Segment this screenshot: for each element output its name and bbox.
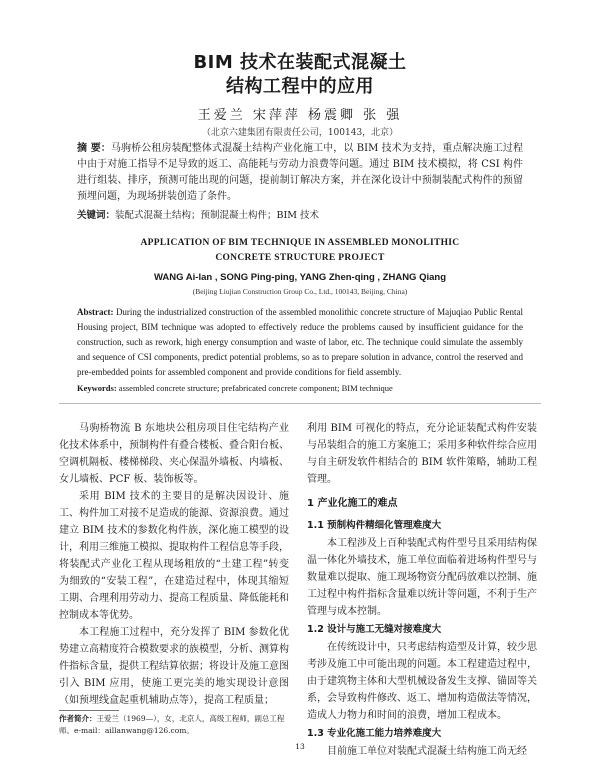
paper-title-line-2: 结构工程中的应用 <box>226 76 374 97</box>
authors-cn: 王爱兰 宋萍萍 杨震卿 张 强 <box>197 108 403 123</box>
abstract-en-text: During the industrialized construction of the assembled monolithic concrete structure of Majuqiao Public Rental Housing project, BIM technique was adopted to effectively reduce the problems caused by insufficient guidance for the construction, such as rework, high energy consumption and waste of labor, etc. The technique could simulate the assembly and sequence of CSI components, predict potential problems, so as to prepare solution in advance, control the reserved and pre-embedded points for assembled component and provide conditions for field assembly. <box>77 307 523 377</box>
affiliation-en: (Beijing Liujian Construction Group Co., Ltd., 100143, Beijing, China) <box>192 287 408 296</box>
body-paragraph: 采用 BIM 技术的主要目的是解决因设计、施工、构件加工对接不足造成的能源、资源浪费。通过建立 BIM 技术的参数化构件族，深化施工模型的设计，利用三维施工模拟、提取构件工程信息等手段，将装配式产业化工程从现场粗放的“土建工程”转变为细致的“安装工程”，在建造过程中，体现其缩短工期、合理利用劳动力、提高工程质量、降低能耗和控制成本等优势。 <box>59 491 289 621</box>
abstract-cn-label: 摘 要： <box>77 143 111 154</box>
english-title-line-2: CONCRETE STRUCTURE PROJECT <box>215 253 385 263</box>
subsection-heading-1-1: 1.1 预制构件精细化管理难度大 <box>307 520 442 531</box>
author-footnote <box>59 713 294 737</box>
keywords-en-text: assembled concrete structure; prefabricated concrete component; BIM technique <box>118 383 393 393</box>
keywords-cn-text: 装配式混凝土结构；预制混凝土构件；BIM 技术 <box>115 210 319 221</box>
keywords-cn-label: 关键词： <box>77 210 116 221</box>
subsection-heading-1-3: 1.3 专业化施工能力培养难度大 <box>307 728 442 739</box>
abstract-en-label: Abstract: <box>77 307 114 317</box>
abstract-en <box>77 305 523 380</box>
body-paragraph: 马驹桥物流 B 东地块公租房项目住宅结构产业化技术体系中，预制构件有叠合楼板、叠合阳台板、空调机隔板、楼梯梯段、夹心保温外墙板、内墙板、女儿墙板、PCF 板、装饰板等。 <box>59 423 289 485</box>
keywords-cn <box>77 207 319 221</box>
body-paragraph: 在传统设计中，只考虑结构造型及计算，较少思考涉及施工中可能出现的问题。本工程建造过程中，由于建筑物主体和大型机械设备发生支撑、锚固等关系，会导致构件修改、返工、增加构造做法等情况，造成人力物力和时间的浪费，增加工程成本。 <box>307 642 537 721</box>
paper-title-line-1: BIM 技术在装配式混凝土 <box>193 52 407 73</box>
subsection-heading-1-2: 1.2 设计与施工无缝对接难度大 <box>307 624 442 635</box>
body-paragraph: 目前施工单位对装配式混凝土结构施工尚无经 <box>327 746 527 757</box>
keywords-en-label: Keywords: <box>77 383 117 393</box>
body-paragraph: 本工程涉及上百种装配式构件型号且采用结构保温一体化外墙技术，施工单位面临着进场构件型号与数量难以提取、施工现场物资分配码放难以控制、施工过程中构件指标含量难以统计等问题，不利于生产管理与成本控制。 <box>307 538 537 617</box>
footnote-text: 王爱兰（1969—），女，北京人，高级工程师，副总工程师。e-mail：aillanwang@126.com。 <box>59 714 285 735</box>
affiliation-cn: （北京六建集团有限责任公司，100143，北京） <box>201 128 399 138</box>
footnote-label: 作者简介： <box>59 714 97 723</box>
english-title-line-1: APPLICATION OF BIM TECHNIQUE IN ASSEMBLED MONOLITHIC <box>140 238 460 248</box>
section-heading-1: 1 产业化施工的难点 <box>307 498 398 509</box>
body-paragraph: 利用 BIM 可视化的特点，充分论证装配式构件安装与吊装组合的施工方案施工；采用多种软件综合应用与自主研发软件相结合的 BIM 软件策略，辅助工程管理。 <box>307 423 537 485</box>
body-right-column <box>307 420 537 760</box>
page-number: 13 <box>295 742 305 751</box>
abstract-cn-text: 马驹桥公租房装配整体式混凝土结构产业化施工中，以 BIM 技术为支持，重点解决施工过程中由于对施工指导不足导致的返工、高能耗与劳动力浪费等问题。通过 BIM 技术模拟，将 CSI 构件进行组装、排序，预测可能出现的问题，提前制订解决方案，并在深化设计中预制装配式构件的预留预埋问题，为现场拼装创造了条件。 <box>77 143 523 202</box>
authors-en: WANG Ai-lan , SONG Ping-ping, YANG Zhen-qing , ZHANG Qiang <box>153 272 447 283</box>
body-left-column <box>59 420 289 709</box>
abstract-cn <box>77 141 523 205</box>
footnote-rule <box>59 710 119 711</box>
body-paragraph: 本工程施工过程中，充分发挥了 BIM 参数化优势建立高精度符合模数要求的族模型，分析、测算构件指标含量，提供工程结算依据；将设计及施工意图引入 BIM 应用，使施工更完美的地实现设计意图（如预埋线盒起重机辅助点等），提高工程质量； <box>59 627 289 706</box>
section-divider <box>59 403 541 404</box>
keywords-en <box>77 383 393 393</box>
